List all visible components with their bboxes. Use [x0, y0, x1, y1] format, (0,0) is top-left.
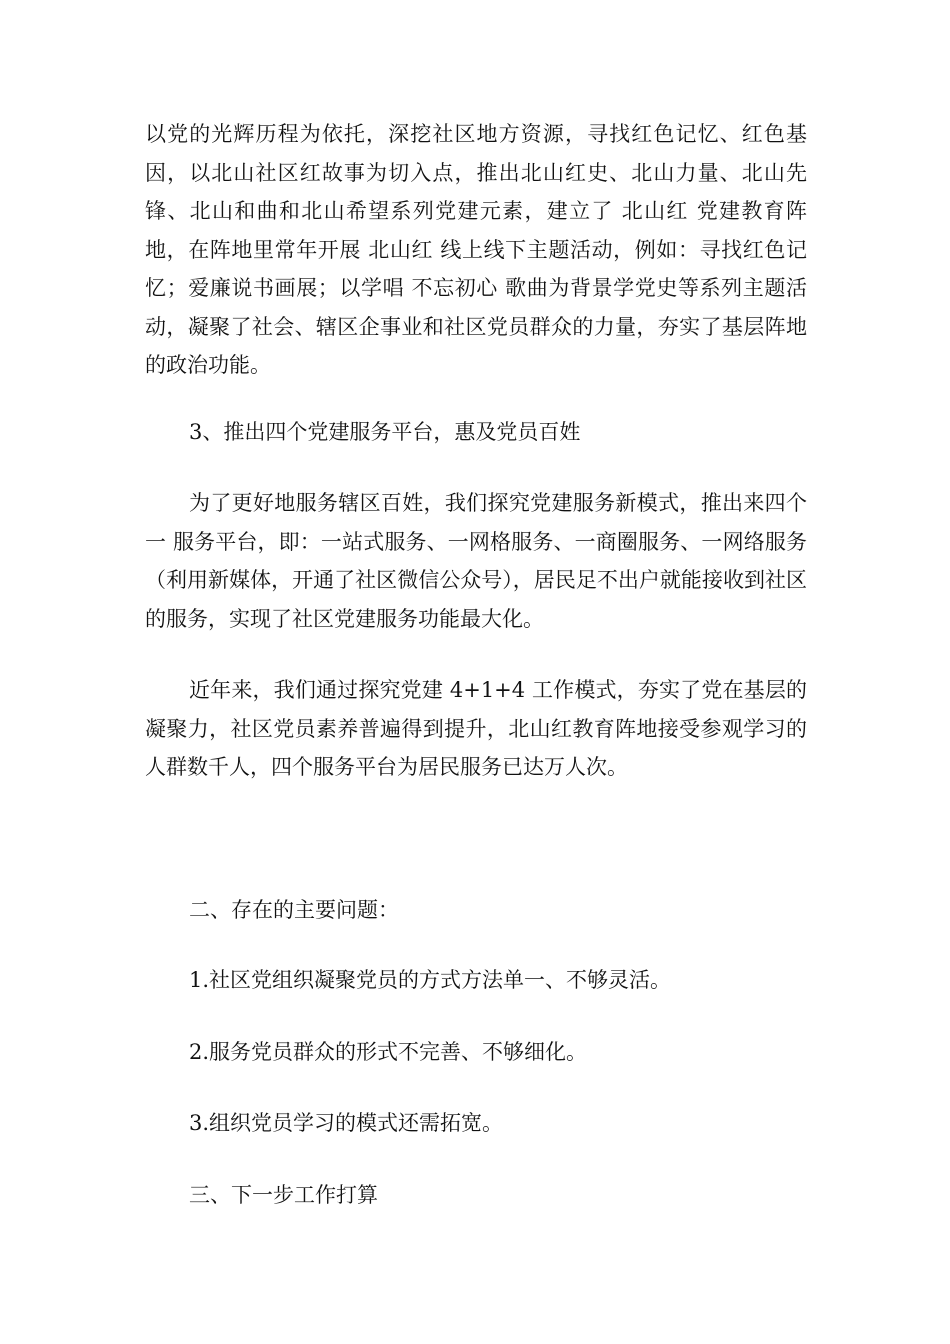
problem-item-2: 2.服务党员群众的形式不完善、不够细化。: [189, 1040, 588, 1064]
problem-item-1: 1.社区党组织凝聚党员的方式方法单一、不够灵活。: [189, 968, 672, 992]
document-page: [145, 0, 807, 1344]
section-title-main-problems: 二、存在的主要问题：: [189, 898, 399, 922]
paragraph-achievements: 近年来，我们通过探究党建 4+1+4 工作模式，夯实了党在基层的凝聚力，社区党员素养普遍得到提升，北山红教育阵地接受参观学习的人群数千人，四个服务平台为居民服务已达万人次。: [145, 678, 807, 779]
problem-item-3: 3.组织党员学习的模式还需拓宽。: [189, 1111, 504, 1135]
section-title-next-steps: 三、下一步工作打算: [189, 1183, 378, 1207]
paragraph-party-history: 以党的光辉历程为依托，深挖社区地方资源，寻找红色记忆、红色基因，以北山社区红故事为切入点，推出北山红史、北山力量、北山先锋、北山和曲和北山希望系列党建元素，建立了 北山红 党建教育阵地，在阵地里常年开展 北山红 线上线下主题活动，例如：寻找红色记忆；爱廉说书画展；以学唱 不忘初心 歌曲为背景学党史等系列主题活动，凝聚了社会、辖区企事业和社区党员群众的力量，夯实了基层阵地的政治功能。: [145, 122, 807, 377]
subheading-service-platforms: 3、推出四个党建服务平台，惠及党员百姓: [189, 420, 581, 444]
paragraph-service-model: 为了更好地服务辖区百姓，我们探究党建服务新模式，推出来四个一 服务平台，即：一站式服务、一网格服务、一商圈服务、一网络服务（利用新媒体，开通了社区微信公众号），居民足不出户就能接收到社区的服务，实现了社区党建服务功能最大化。: [145, 491, 807, 631]
